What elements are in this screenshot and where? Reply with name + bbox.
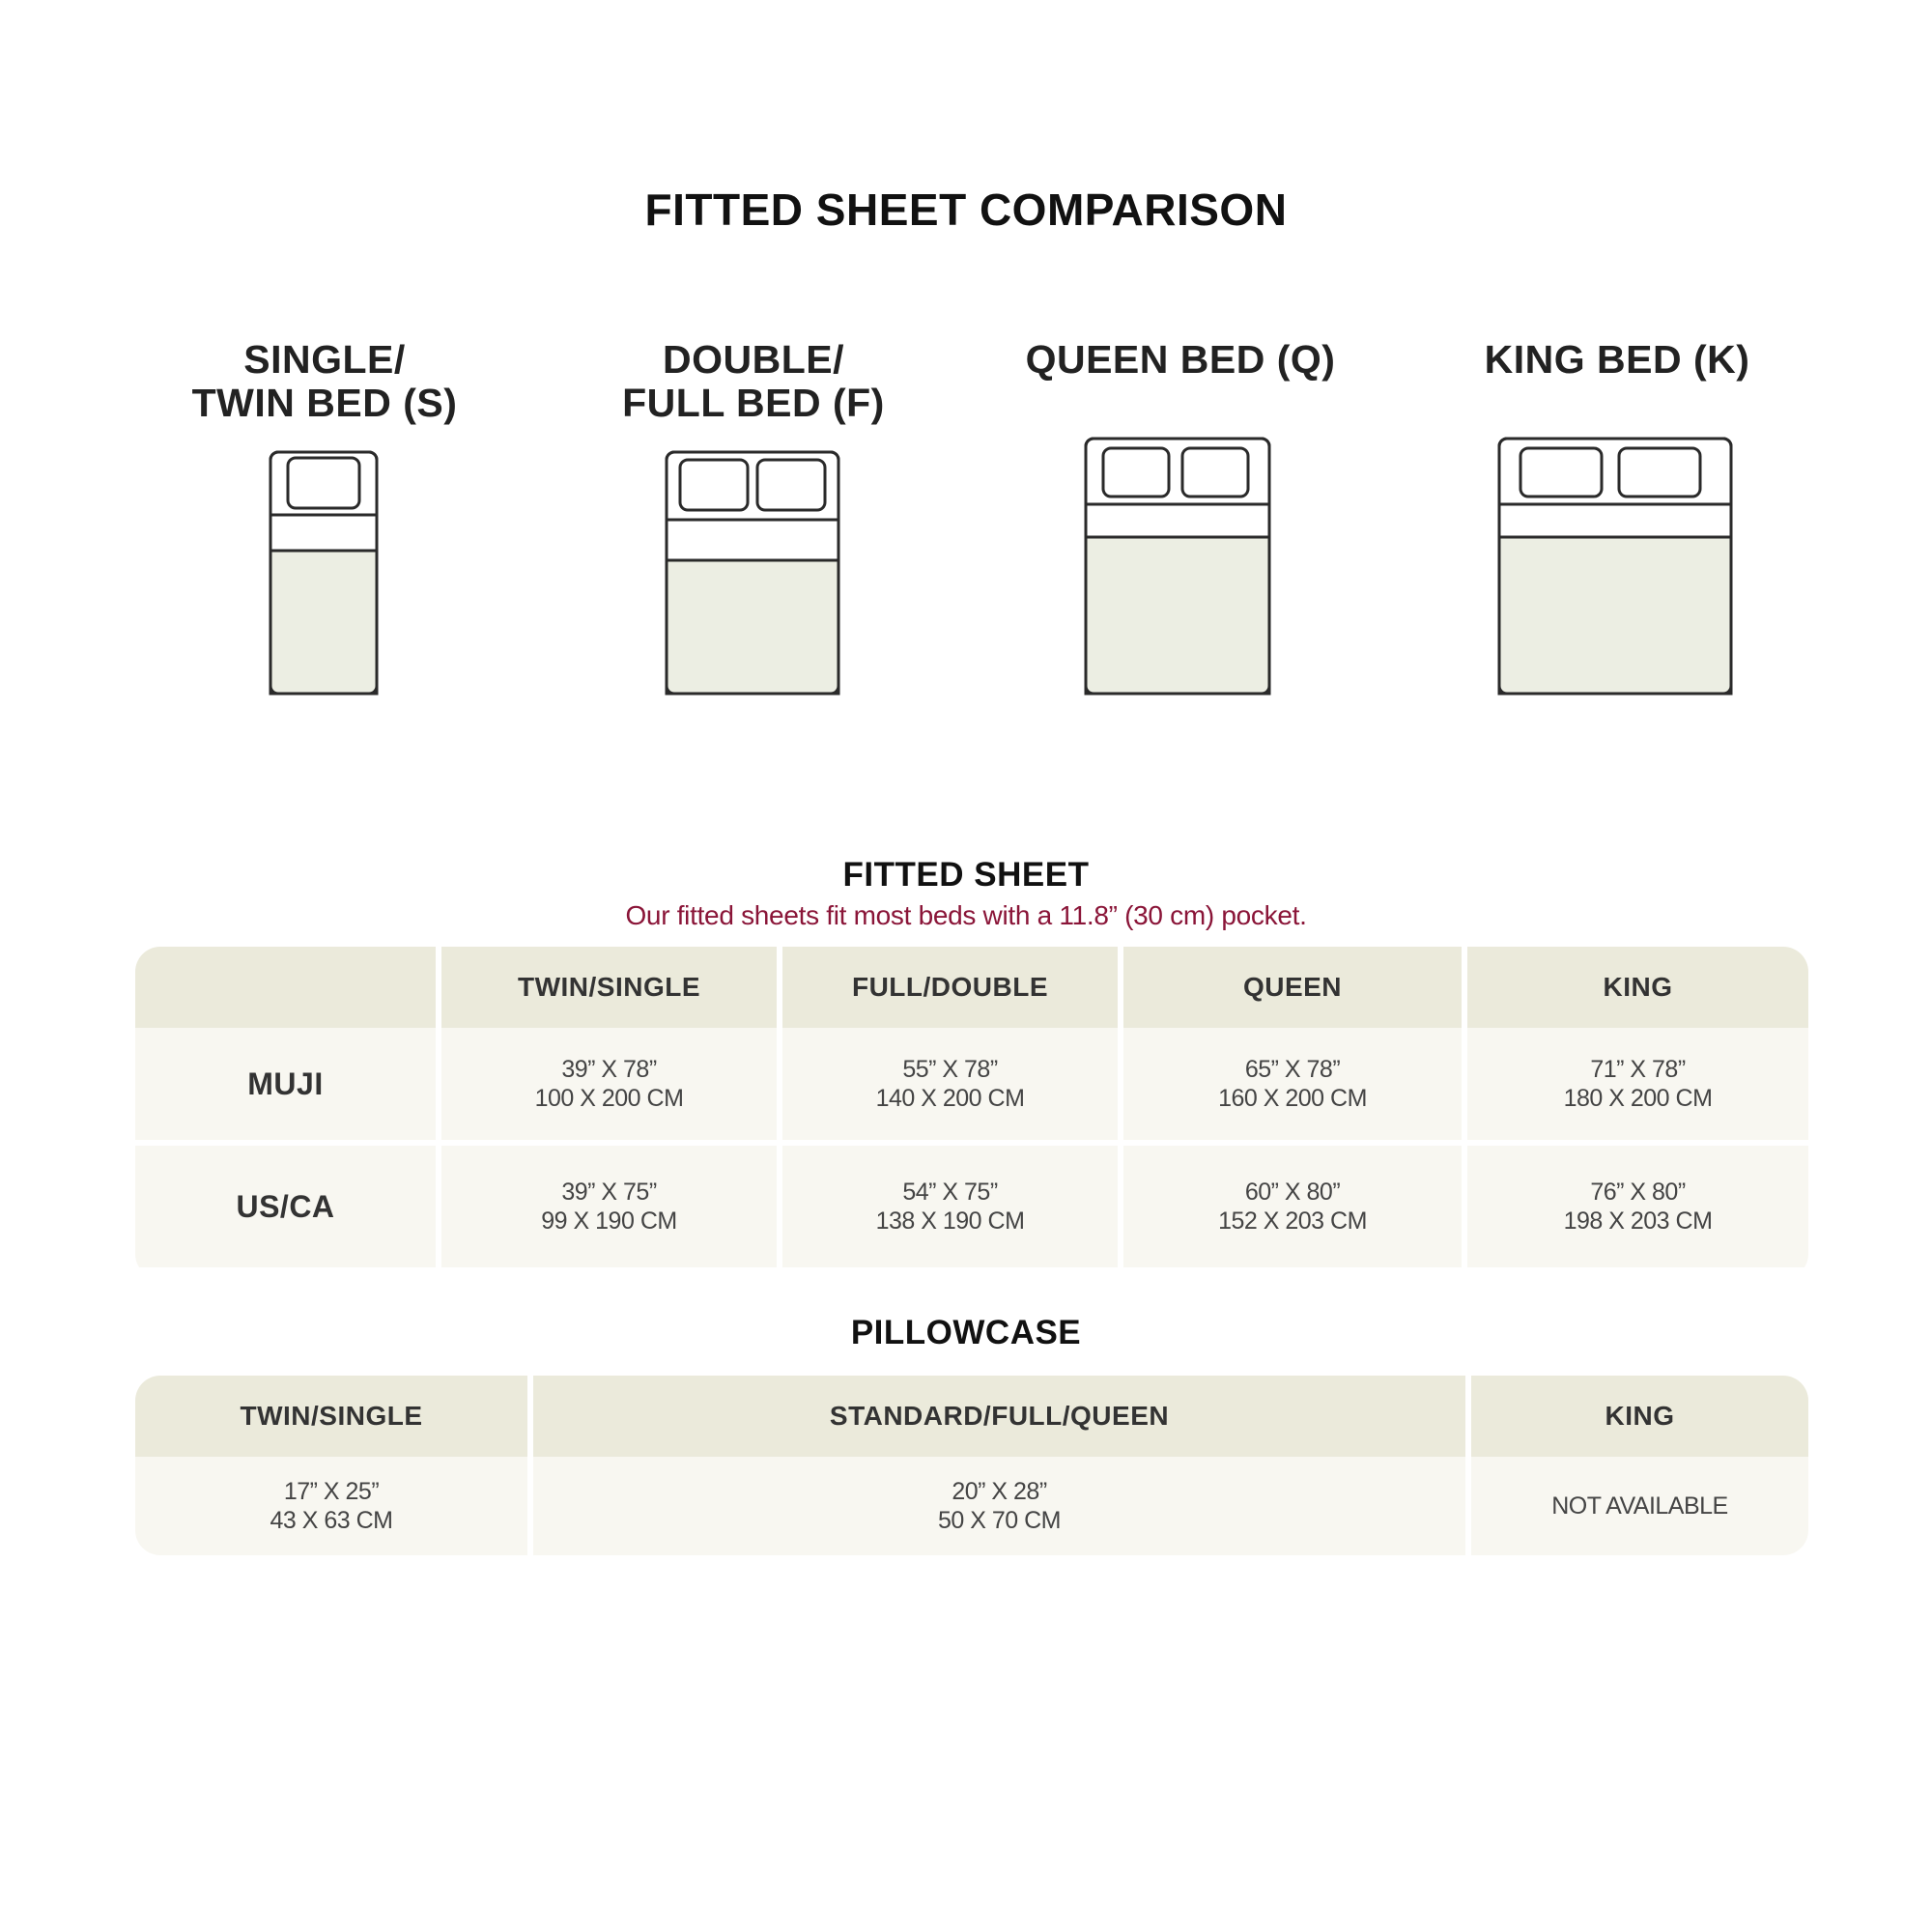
table-header-row — [135, 947, 1808, 1028]
row-label: MUJI — [135, 1028, 436, 1140]
table-header-cell: KING — [1467, 947, 1808, 1028]
table-header-cell: TWIN/SINGLE — [135, 1376, 527, 1457]
table-row — [135, 1146, 1808, 1279]
page-title: FITTED SHEET COMPARISON — [644, 185, 1288, 235]
table-row — [135, 1028, 1808, 1140]
bed-label-single: SINGLE/ TWIN BED (S) — [191, 337, 458, 425]
table-row — [135, 1457, 1808, 1555]
bed-label-king: KING BED (K) — [1484, 337, 1750, 382]
table-header-cell: STANDARD/FULL/QUEEN — [533, 1376, 1465, 1457]
table-header-cell: KING — [1471, 1376, 1808, 1457]
table-cell: 20” X 28” 50 X 70 CM — [533, 1457, 1465, 1555]
bed-label-double: DOUBLE/ FULL BED (F) — [622, 337, 885, 425]
table-cell: 71” X 78” 180 X 200 CM — [1467, 1028, 1808, 1140]
table-header-empty — [135, 947, 436, 1028]
fitted-sheet-title: FITTED SHEET — [842, 856, 1090, 894]
double-bed-icon — [665, 450, 842, 697]
table-cell: 17” X 25” 43 X 63 CM — [135, 1457, 527, 1555]
queen-bed-icon — [1084, 437, 1273, 697]
table-cell: 55” X 78” 140 X 200 CM — [782, 1028, 1118, 1140]
pillowcase-title: PILLOWCASE — [850, 1314, 1082, 1351]
table-header-row — [135, 1376, 1808, 1457]
fitted-sheet-subtitle: Our fitted sheets fit most beds with a 11.8” (30 cm) pocket. — [625, 900, 1307, 930]
pillowcase-table — [135, 1376, 1808, 1555]
table-cell: NOT AVAILABLE — [1471, 1457, 1808, 1555]
row-label: US/CA — [135, 1146, 436, 1267]
table-cell: 76” X 80” 198 X 203 CM — [1467, 1146, 1808, 1267]
table-header-cell: TWIN/SINGLE — [441, 947, 777, 1028]
table-header-cell: FULL/DOUBLE — [782, 947, 1118, 1028]
table-cell: 39” X 78” 100 X 200 CM — [441, 1028, 777, 1140]
bed-label-queen: QUEEN BED (Q) — [1025, 337, 1336, 382]
table-cell: 65” X 78” 160 X 200 CM — [1123, 1028, 1462, 1140]
table-cell: 54” X 75” 138 X 190 CM — [782, 1146, 1118, 1267]
table-cell: 39” X 75” 99 X 190 CM — [441, 1146, 777, 1267]
table-cell: 60” X 80” 152 X 203 CM — [1123, 1146, 1462, 1267]
table-header-cell: QUEEN — [1123, 947, 1462, 1028]
king-bed-icon — [1497, 437, 1735, 697]
fitted-sheet-table — [135, 947, 1808, 1279]
single-bed-icon — [269, 450, 381, 697]
